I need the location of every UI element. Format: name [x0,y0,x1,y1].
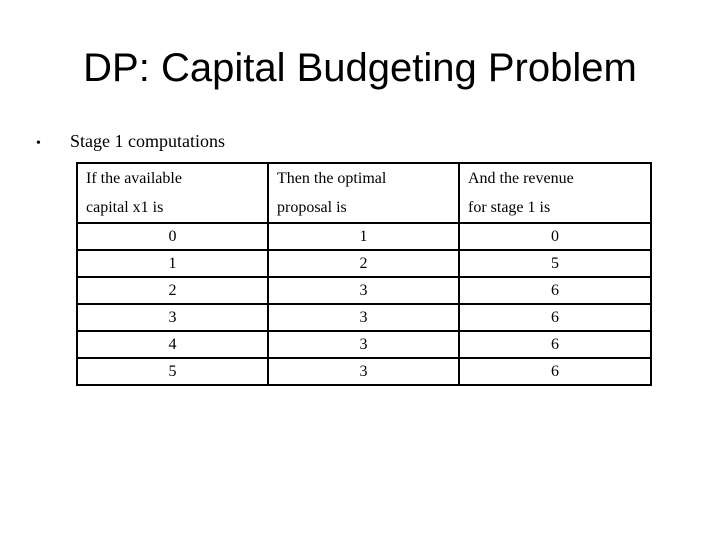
header-capital [77,163,268,223]
cell-proposal: 3 [268,304,459,331]
stage-1-table [76,162,652,386]
cell-proposal: 3 [268,277,459,304]
header-capital-line-2: capital x1 is [86,199,164,216]
header-proposal-line-2: proposal is [277,199,347,216]
header-proposal-line-1: Then the optimal [277,170,387,187]
header-revenue-line-2: for stage 1 is [468,199,551,216]
cell-capital: 4 [77,331,268,358]
cell-capital: 5 [77,358,268,385]
bullet-dot-icon: • [36,136,41,151]
cell-revenue: 6 [459,331,651,358]
table-row [77,304,651,331]
cell-capital: 3 [77,304,268,331]
cell-revenue: 5 [459,250,651,277]
cell-capital: 1 [77,250,268,277]
table-row [77,358,651,385]
table-row [77,223,651,250]
header-capital-line-1: If the available [86,170,182,187]
cell-revenue: 0 [459,223,651,250]
cell-revenue: 6 [459,358,651,385]
cell-proposal: 3 [268,358,459,385]
bullet-text: Stage 1 computations [70,131,225,151]
cell-revenue: 6 [459,277,651,304]
table-header-row [77,163,651,223]
header-revenue-line-1: And the revenue [468,170,574,187]
slide-title: DP: Capital Budgeting Problem [83,46,637,90]
cell-proposal: 2 [268,250,459,277]
table-row [77,331,651,358]
cell-proposal: 3 [268,331,459,358]
header-revenue [459,163,651,223]
table-row [77,250,651,277]
cell-revenue: 6 [459,304,651,331]
cell-capital: 2 [77,277,268,304]
cell-proposal: 1 [268,223,459,250]
cell-capital: 0 [77,223,268,250]
header-proposal [268,163,459,223]
bullet-item [36,130,225,155]
table-row [77,277,651,304]
